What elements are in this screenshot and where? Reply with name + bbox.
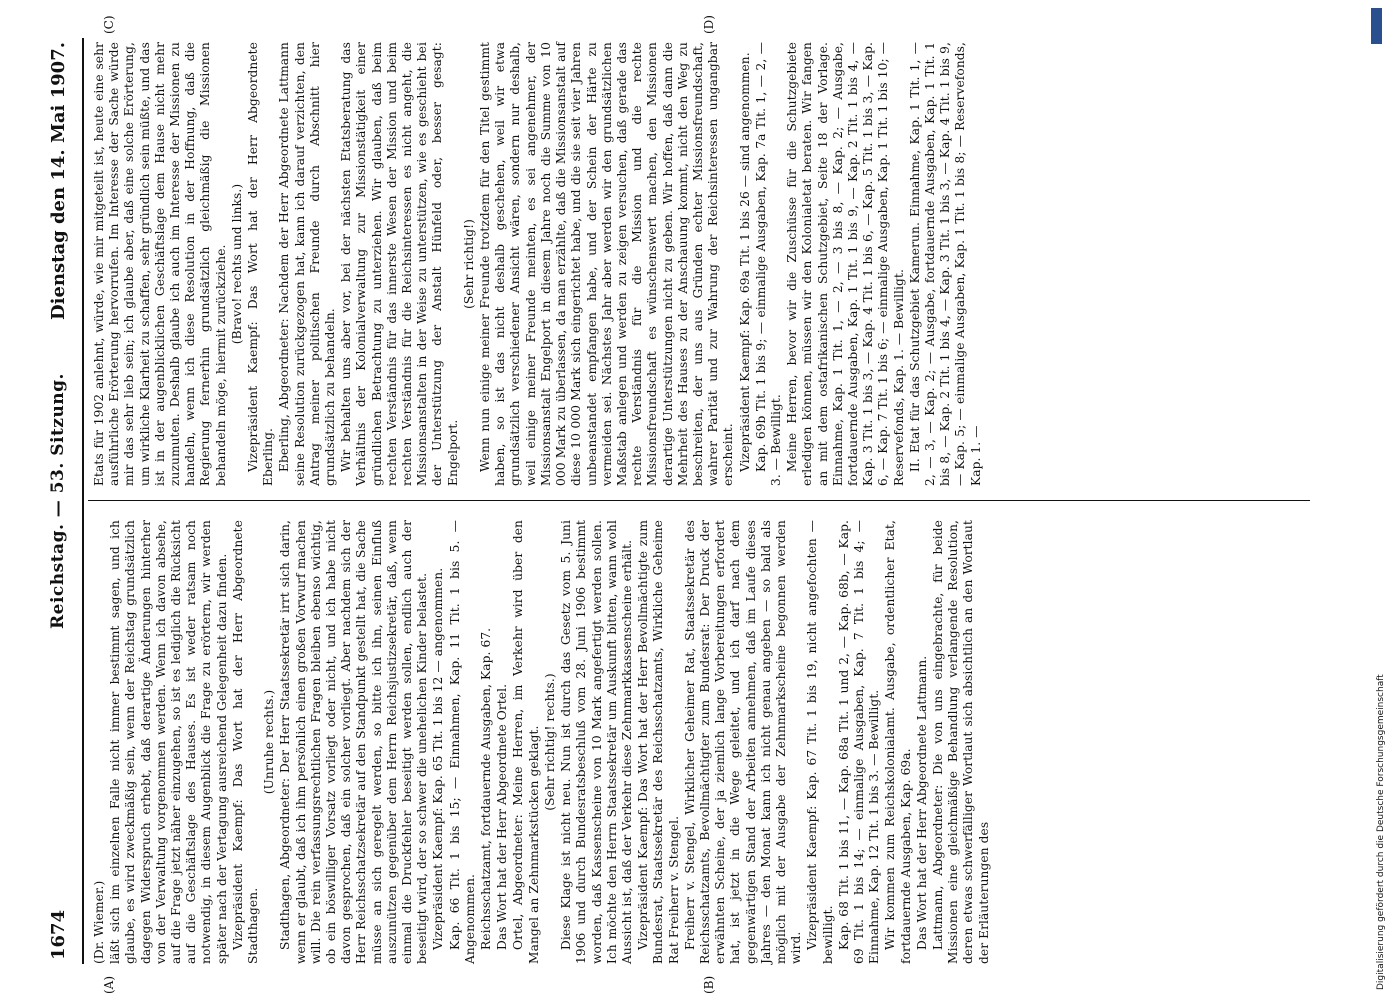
margin-marker-a: (A) xyxy=(102,975,116,994)
paragraph: Wir kommen zum Reichskolonialamt. Ausgabe, ordentlicher Etat, fortdauernde Ausgaben, Kap. 69a. xyxy=(883,520,913,964)
margin-marker-d: (D) xyxy=(702,15,716,34)
paragraph: Vizepräsident Kaempf: Kap. 65 Tit. 1 bis 12 — angenommen. xyxy=(431,567,446,950)
rotated-page xyxy=(42,15,1318,994)
paragraph: Diese Klage ist nicht neu. Nun ist durch das Gesetz vom 5. Juni 1906 und durch Bundesratsbeschluß vom 28. Juni 1906 bestimmt worden, daß Kassenscheine von 10 Mark angefertigt werden sollen. Ich möchte den Herrn Staatssekretär um Auskunft bitten, wann wohl Aussicht ist, daß der Verkehr diese Zehnmarkkassenscheine erhält. xyxy=(559,520,634,964)
margin-marker-c: (C) xyxy=(102,15,116,34)
interjection: (Unruhe rechts.) xyxy=(262,689,277,795)
column-divider xyxy=(88,500,1310,501)
paragraph: Reichsschatzamt, fortdauernde Ausgaben, Kap. 67. xyxy=(479,627,494,950)
right-column xyxy=(92,42,985,486)
paragraph: Etats für 1902 anlehnt, würde, wie mir mitgeteilt ist, heute eine sehr ausführliche Erörterung hervorrufen. Im Interesse der Sache würde mir das sehr lieb sein; ich glaube aber, daß eine solche Erörterung, um wirkliche Klarheit zu schaffen, sehr gründlich sein müßte, und das ist in der augenblicklichen Geschäftslage dem Hause nicht mehr zuzumuten. Deshalb glaube ich auch im Interesse der Missionen zu handeln, wenn ich diese Resolution in der Hoffnung, daß die Regierung fernerhin grundsätzlich gleichmäßig die Missionen behandeln möge, hiermit zurückziehe. xyxy=(92,42,228,486)
speaker-continuation: (Dr. Wiemer.) xyxy=(92,880,106,964)
paragraph: Wenn nun einige meiner Freunde trotzdem für den Titel gestimmt haben, so ist das nicht deshalb geschehen, weil wir etwa grundsätzlich verschiedener Ansicht wären, sondern nur deshalb, weil einige meiner Freunde meinten, es sei angenehmer, der Missionsanstalt Engelport in diesem Jahre noch die Summe von 10 000 Mark zu überlassen, da man erzählte, daß die Missionsanstalt auf diese 10 000 Mark sich eingerichtet habe, und die sie seit vier Jahren unbeanstandet empfangen habe, und der Schein der Härte zu vermeiden sei. Nächstes Jahr aber werden wir den grundsätzlichen Maßstab anlegen und werden zu zeigen versuchen, daß gerade das rechte Verständnis für die Mission und die rechte Missionsfreundschaft es wünschenswert machen, den Missionen derartige Unterstützungen nicht zu geben. Wir hoffen, daß dann die Mehrheit des Hauses zu der Anschauung kommt, nicht den Weg zu beschreiten, der uns aus Gründen echter Missionsfreundschaft, wahrer Parität und zur Wahrung der Reichsinteressen ungangbar erscheint. xyxy=(478,42,736,486)
paragraph: II. Etat für das Schutzgebiet Kamerun. Einnahme, Kap. 1 Tit. 1, — 2, — 3, — Kap. 2; — Ausgabe, fortdauernde Ausgaben, Kap. 1 Tit. 1 bis 8, — Kap. 2 Tit. 1 bis 4, — Kap. 3 Tit. 1 bis 3, — Kap. 4 Tit. 1 bis 9, — Kap. 5; — einmalige Ausgaben, Kap. 1 Tit. 1 bis 8; — Reservefonds, Kap. 1. — xyxy=(907,42,983,486)
paragraph: Meine Herren, bevor wir die Zuschüsse für die Schutzgebiete erledigen können, müssen wir den Kolonialetat beraten. Wir fangen an mit dem ostafrikanischen Schutzgebiet, Seite 18 der Vorlage. Einnahme, Kap. 1 Tit. 1, — 2, — 3 bis 8, — Kap. 2; — Ausgabe, fortdauernde Ausgaben, Kap. 1 Tit. 1 bis 9, — Kap. 2 Tit. 1 bis 4, — Kap. 3 Tit. 1 bis 3, — Kap. 4 Tit. 1 bis 6, — Kap. 5 Tit. 1 bis 3, — Kap. 6, — Kap. 7 Tit. 1 bis 6; — einmalige Ausgaben, Kap. 1 Tit. 1 bis 10; — Reservefonds, Kap. 1. — Bewilligt. xyxy=(785,42,906,486)
interjection: (Bravo! rechts und links.) xyxy=(229,183,244,345)
left-column xyxy=(92,520,993,964)
paragraph: Vizepräsident Kaempf: Das Wort hat der Herr Bevollmächtigte zum Bundesrat, Staatssekretär des Reichsschatzamts, Wirkliche Geheime Rat Freiherr v. Stengel. xyxy=(636,520,681,964)
paragraph: Vizepräsident Kaempf: Kap. 69a Tit. 1 bis 26 — sind angenommen. xyxy=(737,52,752,472)
paragraph: Vizepräsident Kaempf: Kap. 67 Tit. 1 bis 19, nicht angefochten — bewilligt. xyxy=(805,520,835,964)
margin-marker-b: (B) xyxy=(702,975,716,994)
interjection: (Sehr richtig! rechts.) xyxy=(542,673,557,811)
page-number: 1674 xyxy=(48,909,69,960)
paragraph: Vizepräsident Kaempf: Das Wort hat der Herr Abgeordnete Eberling. xyxy=(246,42,276,486)
interjection: (Sehr richtig!) xyxy=(461,219,476,310)
digitization-credit: Digitalisierung gefördert durch die Deutsche Forschungsgemeinschaft xyxy=(1376,674,1386,990)
header-date: Dienstag den 14. Mai 1907. xyxy=(48,42,69,320)
header-rule xyxy=(82,38,84,964)
paragraph: Lattmann, Abgeordneter: Die von uns eingebrachte, für beide Missionen eine gleichmäßige Behandlung verlangende Resolution, deren etwas schwerfälliger Wortlaut sich absichtlich an den Wortlaut der Erläuterungen des xyxy=(930,520,991,964)
paragraph: Vizepräsident Kaempf: Das Wort hat der Herr Abgeordnete Stadthagen. xyxy=(230,520,261,964)
paragraph: Eberling, Abgeordneter: Nachdem der Herr Abgeordnete Lattmann seine Resolution zurückgezogen hat, kann ich darauf verzichten, den Antrag meiner politischen Freunde durch Abschnitt hier grundsätzlich zu behandeln. xyxy=(277,42,338,486)
paragraph: Kap. 68 Tit. 1 bis 11, — Kap. 68a Tit. 1 und 2, — Kap. 68b, — Kap. 69 Tit. 1 bis 14; — einmalige Ausgaben, Kap. 7 Tit. 1 bis 4; — Einnahme, Kap. 12 Tit. 1 bis 3. — Bewilligt. xyxy=(836,520,882,964)
dfg-logo xyxy=(1363,8,1382,44)
paragraph: Freiherr v. Stengel, Wirklicher Geheimer Rat, Staatssekretär des Reichsschatzamts, Bevollmächtigter zum Bundesrat: Der Druck der erwähnten Scheine, der ja ziemlich lange Vorbereitungen erfordert hat, ist jetzt in die Wege geleitet, und ich darf nach dem gegenwärtigen Stand der Arbeiten annehmen, daß im Laufe dieses Jahres — den Monat kann ich nicht genau angeben — so bald als möglich mit der Ausgabe der Zehnmarkscheine begonnen werden wird. xyxy=(682,520,804,964)
header-title: Reichstag. — 53. Sitzung. xyxy=(48,373,68,629)
paragraph: läßt sich im einzelnen Falle nicht immer bestimmt sagen, und ich glaube, es wird zweckmäßig sein, wenn der Reichstag grundsätzlich dagegen Widerspruch erhebt, daß derartige Änderungen hinterher von der Verwaltung vorgenommen werden. Wenn ich davon absehe, auf die Frage jetzt näher einzugehen, so ist es lediglich die Rücksicht auf die Geschäftslage des Hauses. Es ist weder ratsam noch notwendig, in diesem Augenblick die Frage zu erörtern, wir werden später nach der Vertagung ausreichend Gelegenheit dazu finden. xyxy=(108,520,229,964)
paragraph: Kap. 69b Tit. 1 bis 9; — einmalige Ausgaben, Kap. 7a Tit. 1, — 2, — 3. — Bewilligt. xyxy=(753,42,783,486)
dfg-logo-text: DFG xyxy=(1363,15,1373,34)
paragraph: Stadthagen, Abgeordneter: Der Herr Staatssekretär irrt sich darin, wenn er glaubt, daß ich ihm persönlich einen großen Vorwurf machen will. Die rein verfassungsrechtlichen Fragen bleiben ebenso wichtig, ob ein böswilliger Vorsatz vorliegt oder nicht, und ich habe nicht davon gesprochen, daß ein solcher vorliegt. Aber nachdem sich der Herr Reichsschatzsekretär auf den Standpunkt gestellt hat, die Sache müsse an sich geregelt werden, so bitte ich ihn, seinen Einfluß auszunützen gegenüber dem Herrn Reichsjustizsekretär, daß, wenn einmal die Druckfehler beseitigt werden sollen, endlich auch der beseitigt wird, der so schwer die unehelichen Kinder belastet. xyxy=(278,520,430,964)
paragraph: Das Wort hat der Herr Abgeordnete Lattmann. xyxy=(914,655,929,950)
page-header xyxy=(42,38,84,964)
paragraph: Wir behalten uns aber vor, bei der nächsten Etatsberatung das Verhältnis der Kolonialverwaltung zur Missionstätigkeit einer gründlichen Betrachtung zu unterziehen. Wir glauben, daß beim rechten Verständnis für das innerste Wesen der Mission und beim rechten Verständnis für die Reichsinteressen es nicht angeht, die Missionsanstalten in der Weise zu unterstützen, wie es geschieht bei der Unterstützung der Anstalt Hünfeld oder, besser gesagt: Engelport. xyxy=(339,42,460,486)
paragraph: Kap. 66 Tit. 1 bis 15; — Einnahmen, Kap. 11 Tit. 1 bis 5. — Angenommen. xyxy=(447,520,477,964)
paragraph: Ortel, Abgeordneter: Meine Herren, im Verkehr wird über den Mangel an Zehnmarkstücken geklagt. xyxy=(511,520,541,964)
paragraph: Das Wort hat der Herr Abgeordnete Ortel. xyxy=(495,683,510,950)
